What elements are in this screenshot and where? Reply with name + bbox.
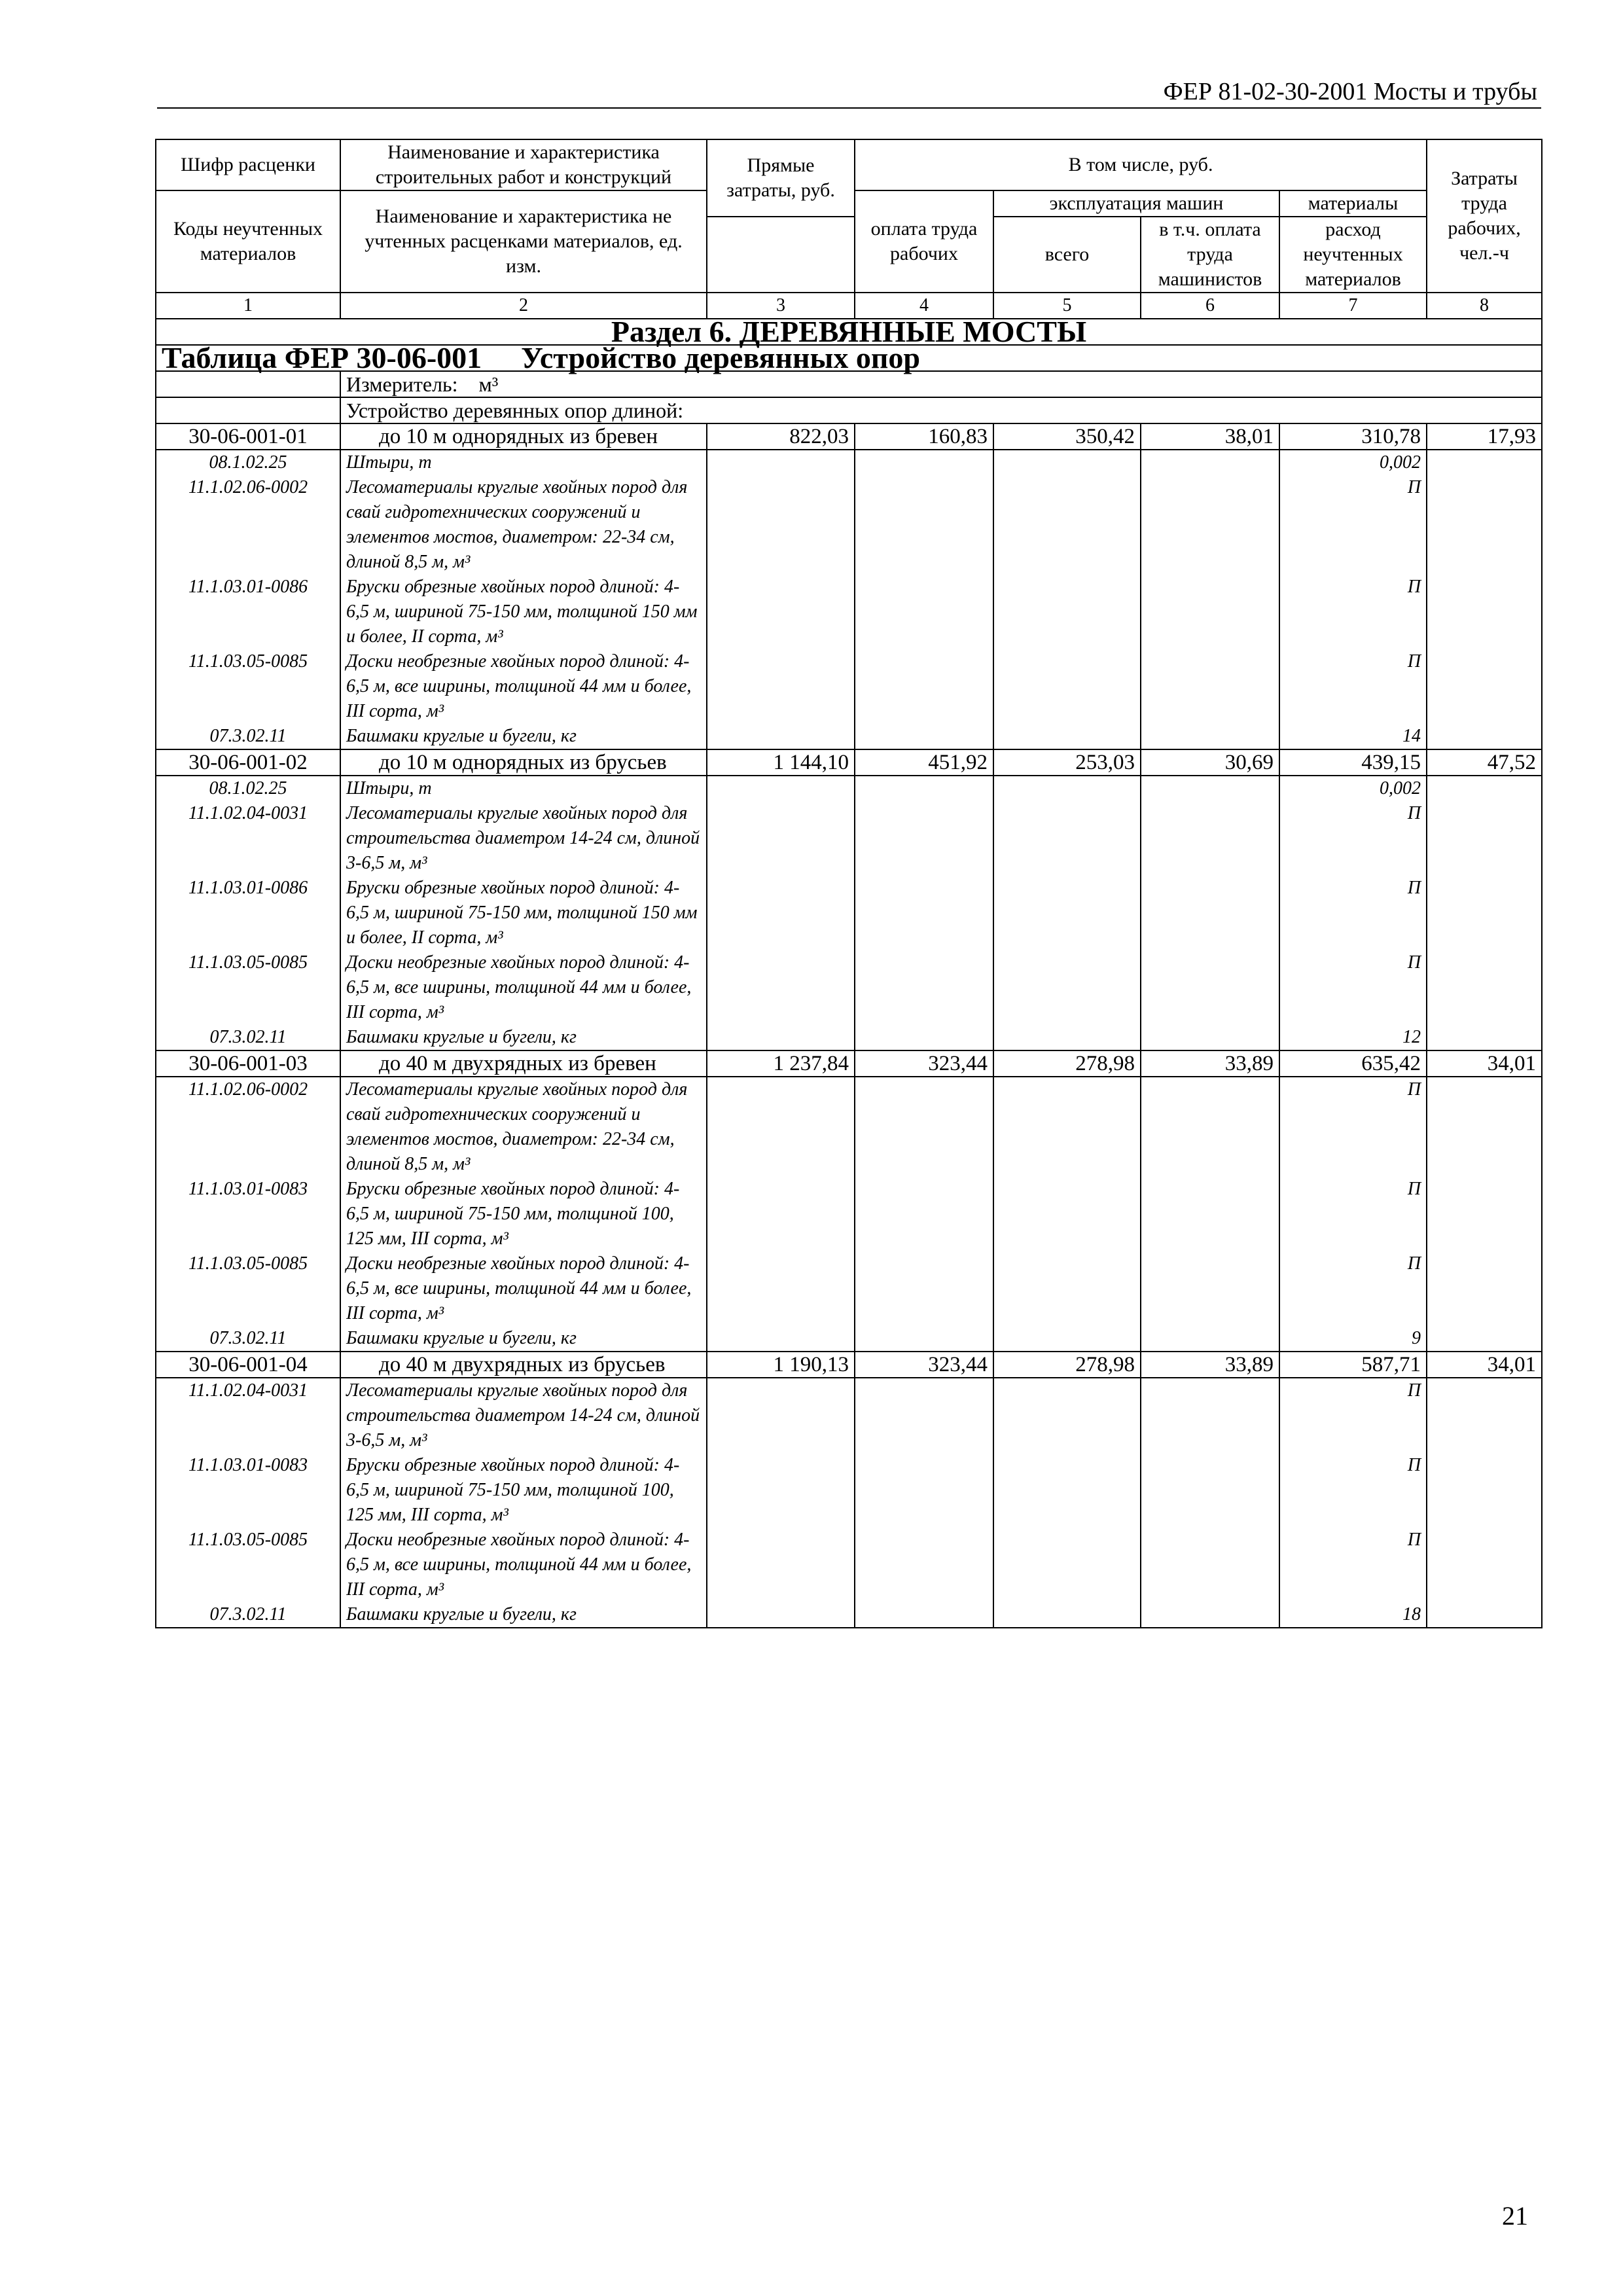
table-row bbox=[156, 1352, 1542, 1378]
material-names bbox=[340, 776, 707, 1050]
materials-block bbox=[156, 450, 1542, 749]
work-name: до 10 м однорядных из брусьев bbox=[340, 749, 707, 776]
meter-row bbox=[156, 371, 1542, 397]
material-quantities bbox=[1279, 450, 1427, 749]
material-quantity: П bbox=[1407, 1455, 1421, 1475]
material-code: 11.1.02.06-0002 bbox=[188, 1079, 308, 1100]
empty-cell bbox=[993, 450, 1141, 749]
material-name: Доски необрезные хвойных пород длиной: 4-6,5 м, все ширины, толщиной 44 мм и более, III сорта, м³ bbox=[346, 651, 692, 721]
material-code: 11.1.03.01-0083 bbox=[188, 1455, 308, 1475]
col-number: 2 bbox=[340, 293, 707, 319]
page-number: 21 bbox=[1502, 2201, 1528, 2231]
table-row bbox=[156, 423, 1542, 450]
material-code: 11.1.03.01-0086 bbox=[188, 878, 308, 898]
col-header-work-name: Наименование и характеристика строительных работ и конструкций bbox=[340, 139, 707, 190]
material-name: Башмаки круглые и бугели, кг bbox=[346, 1604, 577, 1624]
col-header-code: Шифр расценки bbox=[156, 139, 340, 190]
material-name: Бруски обрезные хвойных пород длиной: 4-6,5 м, шириной 75-150 мм, толщиной 150 мм и более, II сорта, м³ bbox=[346, 878, 698, 948]
materials-cost: 439,15 bbox=[1279, 749, 1427, 776]
material-quantity: П bbox=[1407, 1079, 1421, 1100]
material-name: Башмаки круглые и бугели, кг bbox=[346, 1027, 577, 1047]
col-number: 5 bbox=[993, 293, 1141, 319]
group-label: Устройство деревянных опор длиной: bbox=[340, 397, 1542, 423]
material-name: Бруски обрезные хвойных пород длиной: 4-6,5 м, шириной 75-150 мм, толщиной 150 мм и более, II сорта, м³ bbox=[346, 577, 698, 647]
table-title bbox=[156, 341, 1542, 374]
table-row bbox=[156, 749, 1542, 776]
machine-cost: 350,42 bbox=[993, 423, 1141, 450]
empty-cell bbox=[993, 1077, 1141, 1352]
material-codes bbox=[156, 1077, 340, 1352]
material-code: 07.3.02.11 bbox=[209, 1027, 287, 1047]
material-code: 07.3.02.11 bbox=[209, 1328, 287, 1348]
material-code: 11.1.03.05-0085 bbox=[188, 1530, 308, 1550]
material-code: 11.1.03.01-0083 bbox=[188, 1179, 308, 1199]
empty-cell bbox=[855, 450, 993, 749]
materials-cost: 587,71 bbox=[1279, 1352, 1427, 1378]
meter-spacer bbox=[156, 371, 340, 397]
materials-block bbox=[156, 1378, 1542, 1628]
material-name: Лесоматериалы круглые хвойных пород для строительства диаметром 14-24 см, длиной 3-6,5 м, м³ bbox=[346, 803, 700, 873]
material-quantity: П bbox=[1407, 878, 1421, 898]
rate-code: 30-06-001-04 bbox=[156, 1352, 340, 1378]
material-codes bbox=[156, 776, 340, 1050]
material-quantity: П bbox=[1407, 1530, 1421, 1550]
table-name: Устройство деревянных опор bbox=[521, 341, 920, 374]
labor-cost: 451,92 bbox=[855, 749, 993, 776]
material-code: 07.3.02.11 bbox=[209, 726, 287, 746]
material-name: Штыри, т bbox=[346, 778, 432, 798]
material-quantity: П bbox=[1407, 952, 1421, 973]
material-quantities bbox=[1279, 776, 1427, 1050]
work-name: до 40 м двухрядных из брусьев bbox=[340, 1352, 707, 1378]
empty-cell bbox=[993, 776, 1141, 1050]
material-quantity: П bbox=[1407, 1380, 1421, 1401]
labor-hours: 17,93 bbox=[1427, 423, 1542, 450]
col-header-mach-total: всего bbox=[993, 217, 1141, 293]
page-header bbox=[157, 73, 1541, 109]
material-name: Доски необрезные хвойных пород длиной: 4-6,5 м, все ширины, толщиной 44 мм и более, III сорта, м³ bbox=[346, 1253, 692, 1323]
col-number: 8 bbox=[1427, 293, 1542, 319]
price-table bbox=[155, 139, 1543, 1628]
col-number: 4 bbox=[855, 293, 993, 319]
materials-block bbox=[156, 776, 1542, 1050]
table-title-row bbox=[156, 345, 1542, 371]
material-quantities bbox=[1279, 1378, 1427, 1628]
empty-cell bbox=[707, 1378, 855, 1628]
machine-cost: 278,98 bbox=[993, 1050, 1141, 1077]
work-name: до 40 м двухрядных из бревен bbox=[340, 1050, 707, 1077]
material-quantity: П bbox=[1407, 477, 1421, 497]
rate-code: 30-06-001-03 bbox=[156, 1050, 340, 1077]
material-names bbox=[340, 1077, 707, 1352]
empty-cell bbox=[1427, 776, 1542, 1050]
rate-code: 30-06-001-01 bbox=[156, 423, 340, 450]
empty-cell bbox=[855, 776, 993, 1050]
col-header-mat-names: Наименование и характеристика не учтенных расценками материалов, ед. изм. bbox=[340, 190, 707, 293]
materials-cost: 635,42 bbox=[1279, 1050, 1427, 1077]
labor-cost: 160,83 bbox=[855, 423, 993, 450]
material-name: Штыри, т bbox=[346, 452, 432, 473]
material-code: 11.1.02.04-0031 bbox=[188, 803, 308, 823]
machinist-labor-cost: 38,01 bbox=[1141, 423, 1279, 450]
material-quantity: П bbox=[1407, 651, 1421, 672]
direct-cost: 822,03 bbox=[707, 423, 855, 450]
empty-cell bbox=[1427, 1077, 1542, 1352]
empty-cell bbox=[707, 1077, 855, 1352]
machinist-labor-cost: 33,89 bbox=[1141, 1050, 1279, 1077]
material-code: 11.1.03.05-0085 bbox=[188, 1253, 308, 1274]
labor-cost: 323,44 bbox=[855, 1352, 993, 1378]
material-code: 08.1.02.25 bbox=[209, 452, 287, 473]
machine-cost: 278,98 bbox=[993, 1352, 1141, 1378]
empty-cell bbox=[855, 1077, 993, 1352]
material-name: Доски необрезные хвойных пород длиной: 4-6,5 м, все ширины, толщиной 44 мм и более, III сорта, м³ bbox=[346, 1530, 692, 1600]
material-quantities bbox=[1279, 1077, 1427, 1352]
material-name: Лесоматериалы круглые хвойных пород для свай гидротехнических сооружений и элементов мостов, диаметром: 22-34 см, длиной 8,5 м, м³ bbox=[346, 1079, 688, 1174]
material-codes bbox=[156, 1378, 340, 1628]
labor-hours: 47,52 bbox=[1427, 749, 1542, 776]
col-number: 6 bbox=[1141, 293, 1279, 319]
material-quantity: П bbox=[1407, 577, 1421, 597]
col-header-hours: Затраты труда рабочих, чел.-ч bbox=[1427, 139, 1542, 293]
meter-cell bbox=[340, 371, 1542, 397]
material-name: Башмаки круглые и бугели, кг bbox=[346, 1328, 577, 1348]
col-header-mat-usage: расход неучтенных материалов bbox=[1279, 217, 1427, 293]
material-code: 11.1.03.01-0086 bbox=[188, 577, 308, 597]
rate-code: 30-06-001-02 bbox=[156, 749, 340, 776]
material-name: Доски необрезные хвойных пород длиной: 4-6,5 м, все ширины, толщиной 44 мм и более, III сорта, м³ bbox=[346, 952, 692, 1022]
col-header-direct: Прямые затраты, руб. bbox=[707, 139, 855, 217]
material-quantity: 14 bbox=[1402, 726, 1421, 746]
material-code: 11.1.03.05-0085 bbox=[188, 952, 308, 973]
col-header-incl: В том числе, руб. bbox=[855, 139, 1427, 190]
material-code: 11.1.03.05-0085 bbox=[188, 651, 308, 672]
material-names bbox=[340, 1378, 707, 1628]
empty-cell bbox=[993, 1378, 1141, 1628]
work-name: до 10 м однорядных из бревен bbox=[340, 423, 707, 450]
col-header-mat-codes: Коды неучтенных материалов bbox=[156, 190, 340, 293]
group-label-row bbox=[156, 397, 1542, 423]
direct-cost: 1 237,84 bbox=[707, 1050, 855, 1077]
table-row bbox=[156, 1050, 1542, 1077]
header-row-1 bbox=[156, 139, 1542, 190]
header-spacer bbox=[707, 217, 855, 293]
material-quantity: 12 bbox=[1402, 1027, 1421, 1047]
material-quantity: 9 bbox=[1412, 1328, 1421, 1348]
col-header-machines: эксплуатация машин bbox=[993, 190, 1279, 217]
meter-unit: м³ bbox=[478, 372, 499, 396]
empty-cell bbox=[855, 1378, 993, 1628]
col-header-mach-labor: в т.ч. оплата труда машинистов bbox=[1141, 217, 1279, 293]
document-title: ФЕР 81-02-30-2001 Мосты и трубы bbox=[1163, 78, 1537, 105]
material-quantity: 0,002 bbox=[1380, 778, 1421, 798]
material-code: 11.1.02.04-0031 bbox=[188, 1380, 308, 1401]
direct-cost: 1 190,13 bbox=[707, 1352, 855, 1378]
material-quantity: П bbox=[1407, 1253, 1421, 1274]
material-code: 08.1.02.25 bbox=[209, 778, 287, 798]
col-number: 1 bbox=[156, 293, 340, 319]
labor-cost: 323,44 bbox=[855, 1050, 993, 1077]
empty-cell bbox=[707, 450, 855, 749]
material-quantity: П bbox=[1407, 1179, 1421, 1199]
empty-cell bbox=[707, 776, 855, 1050]
direct-cost: 1 144,10 bbox=[707, 749, 855, 776]
material-name: Бруски обрезные хвойных пород длиной: 4-6,5 м, шириной 75-150 мм, толщиной 100, 125 мм, III сорта, м³ bbox=[346, 1179, 680, 1249]
empty-cell bbox=[1141, 776, 1279, 1050]
material-names bbox=[340, 450, 707, 749]
machine-cost: 253,03 bbox=[993, 749, 1141, 776]
materials-block bbox=[156, 1077, 1542, 1352]
col-number: 3 bbox=[707, 293, 855, 319]
table-code: Таблица ФЕР 30-06-001 bbox=[162, 341, 482, 374]
material-quantity: П bbox=[1407, 803, 1421, 823]
material-codes bbox=[156, 450, 340, 749]
material-name: Лесоматериалы круглые хвойных пород для строительства диаметром 14-24 см, длиной 3-6,5 м, м³ bbox=[346, 1380, 700, 1450]
labor-hours: 34,01 bbox=[1427, 1352, 1542, 1378]
material-name: Бруски обрезные хвойных пород длиной: 4-6,5 м, шириной 75-150 мм, толщиной 100, 125 мм, III сорта, м³ bbox=[346, 1455, 680, 1525]
col-header-labor: оплата труда рабочих bbox=[855, 190, 993, 293]
section-title: Раздел 6. ДЕРЕВЯННЫЕ МОСТЫ bbox=[156, 319, 1542, 345]
material-name: Башмаки круглые и бугели, кг bbox=[346, 726, 577, 746]
machinist-labor-cost: 30,69 bbox=[1141, 749, 1279, 776]
col-header-materials: материалы bbox=[1279, 190, 1427, 217]
materials-cost: 310,78 bbox=[1279, 423, 1427, 450]
empty-cell bbox=[1427, 450, 1542, 749]
empty-cell bbox=[1141, 1077, 1279, 1352]
empty-cell bbox=[1427, 1378, 1542, 1628]
machinist-labor-cost: 33,89 bbox=[1141, 1352, 1279, 1378]
material-quantity: 0,002 bbox=[1380, 452, 1421, 473]
group-spacer bbox=[156, 397, 340, 423]
material-code: 07.3.02.11 bbox=[209, 1604, 287, 1624]
material-quantity: 18 bbox=[1402, 1604, 1421, 1624]
material-code: 11.1.02.06-0002 bbox=[188, 477, 308, 497]
material-name: Лесоматериалы круглые хвойных пород для свай гидротехнических сооружений и элементов мостов, диаметром: 22-34 см, длиной 8,5 м, м³ bbox=[346, 477, 688, 572]
meter-label: Измеритель: bbox=[346, 372, 458, 396]
labor-hours: 34,01 bbox=[1427, 1050, 1542, 1077]
empty-cell bbox=[1141, 1378, 1279, 1628]
empty-cell bbox=[1141, 450, 1279, 749]
col-number: 7 bbox=[1279, 293, 1427, 319]
